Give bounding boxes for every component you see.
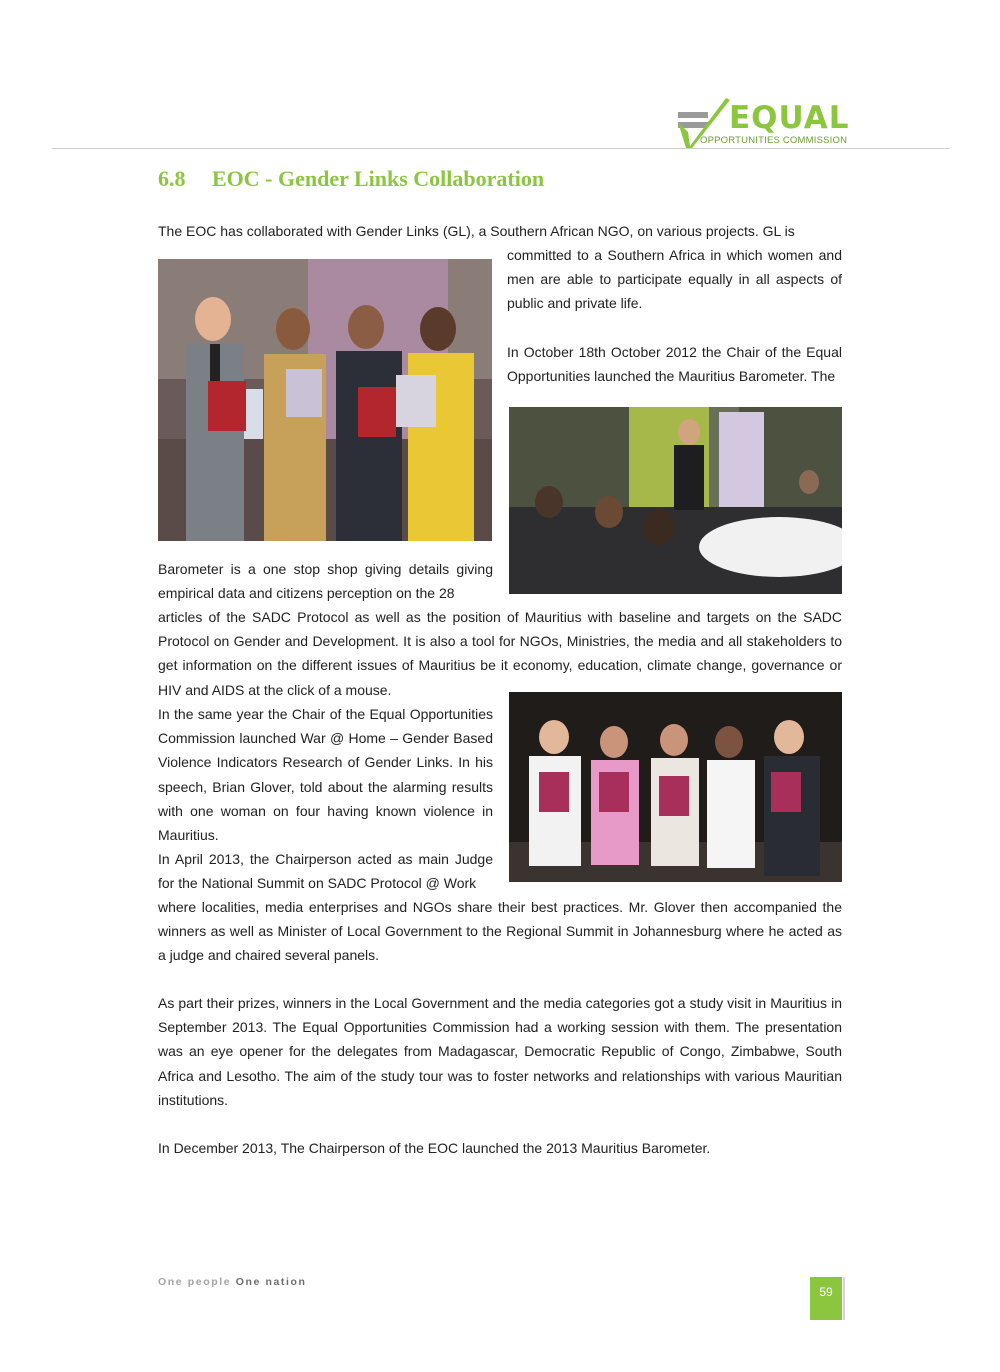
photo-group-with-books [509,692,842,882]
paragraph-national-summit-wide: where localities, media enterprises and NGOs share their best practices. Mr. Glover then accompanied the winners as well as Minister of Local Government to the Regional Summit in Johannesburg where he acted as a judge and chaired several panels. [158,899,842,964]
page-number: 59 [810,1277,842,1320]
paragraph-war-at-home: In the same year the Chair of the Equal Opportunities Commission launched War @ Home – Gender Based Violence Indicators Research of Gender Links. In his speech, Brian Glover, told about the alarming results with one woman on four having known violence in Mauritius. [158,706,493,844]
paragraph-study-visit: As part their prizes, winners in the Local Government and the media categories got a study visit in Mauritius in September 2013. The Equal Opportunities Commission had a working session with them. The presentation was an eye opener for the delegates from Madagascar, Democratic Republic of Congo, Zimbabwe, South Africa and Lesotho. The aim of the study tour was to foster networks and relationships with various Mauritian institutions. [158,995,842,1108]
paragraph-barometer-launch: In October 18th October 2012 the Chair of the Equal Opportunities launched the Mauritius Barometer. The [507,344,842,385]
header-rule [52,148,950,149]
logo-subtitle: OPPORTUNITIES COMMISSION [700,135,848,146]
paragraph-barometer-desc-wide: articles of the SADC Protocol as well as the position of Mauritius with baseline and targets on the SADC Protocol on Gender and Development. It is also a tool for NGOs, Ministries, the media and all stakeholders to get information on the different issues of Mauritius be it economy, education, climate change, governance or HIV and AIDS at the click of a mouse. [158,609,842,698]
page-number-rule [843,1277,845,1320]
equal-opportunities-logo [676,96,850,148]
footer-tagline-bold: One nation [235,1276,307,1288]
paragraph-intro-line: The EOC has collaborated with Gender Links (GL), a Southern African NGO, on various projects. GL is [158,223,795,239]
section-title: EOC - Gender Links Collaboration [212,166,545,191]
footer-tagline-light: One people [158,1276,232,1288]
paragraph-barometer-desc-narrow: Barometer is a one stop shop giving details giving empirical data and citizens perception on the 28 [158,561,493,602]
section-number: 6.8 [158,166,186,191]
section-heading [158,166,544,192]
paragraph-intro-rest: committed to a Southern Africa in which women and men are able to participate equally in all aspects of public and private life. [507,247,842,312]
footer-tagline [158,1276,307,1288]
photo-presentation [509,407,842,594]
paragraph-2013-barometer: In December 2013, The Chairperson of the EOC launched the 2013 Mauritius Barometer. [158,1140,711,1156]
photo-book-launch [158,259,492,541]
logo-word: EQUAL [729,100,850,136]
paragraph-national-summit-narrow: In April 2013, the Chairperson acted as main Judge for the National Summit on SADC Protocol @ Work [158,851,493,892]
